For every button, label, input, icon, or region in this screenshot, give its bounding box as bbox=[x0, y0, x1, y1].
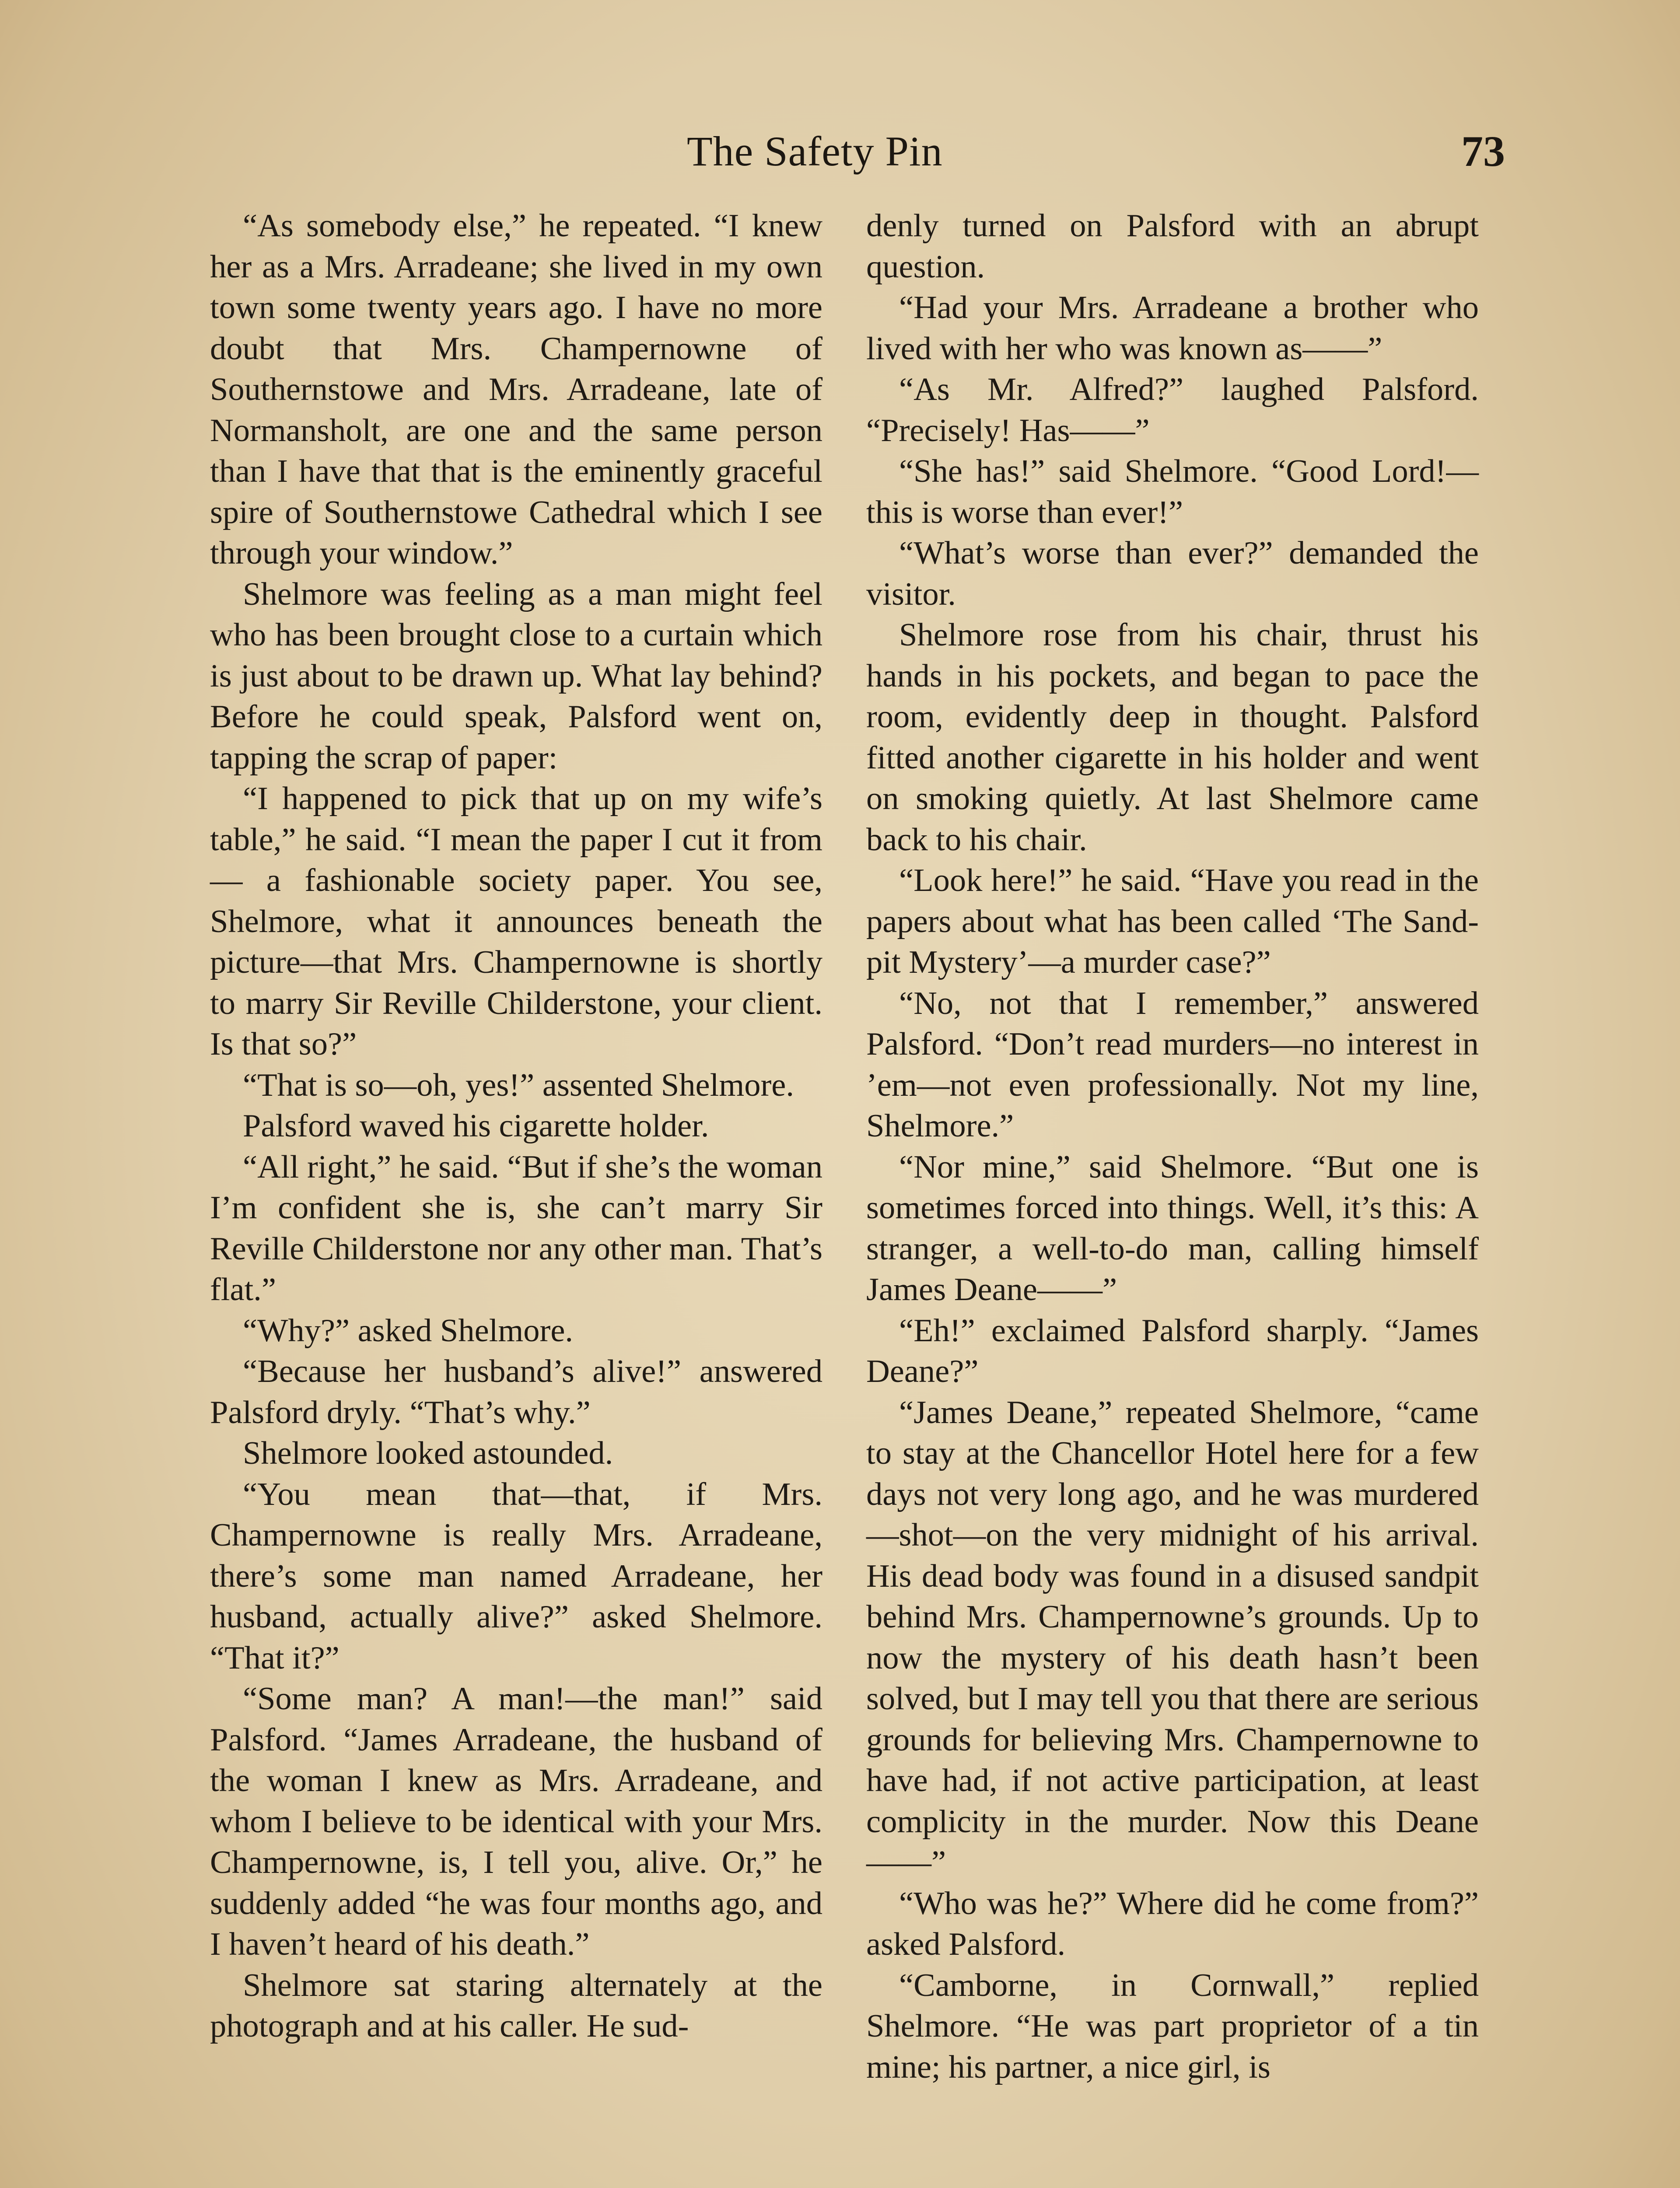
paragraph: “As somebody else,” he repeated. “I knew her as a Mrs. Arradeane; she lived in my own town some twenty years ago. I have no more doubt that Mrs. Champernowne of Southernstowe and Mrs. Arradeane, late of Normansholt, are one and the same person than I have that that is the eminently graceful spire of Southernstowe Cathedral which I see through your window.” bbox=[210, 208, 822, 571]
paragraph: “No, not that I remember,” answered Palsford. “Don’t read murders—no interest in ’em—not even professionally. Not my line, Shelmore.” bbox=[866, 985, 1479, 1144]
paragraph: “Look here!” he said. “Have you read in the papers about what has been called ‘The Sand-pit Mystery’—a murder case?” bbox=[866, 863, 1479, 980]
right-text-column bbox=[866, 206, 1479, 2088]
paragraph: denly turned on Palsford with an abrupt question. bbox=[866, 208, 1479, 285]
paragraph: “Some man? A man!—the man!” said Palsford. “James Arradeane, the husband of the woman I knew as Mrs. Arradeane, and whom I believe to be identical with your Mrs. Champernowne, is, I tell you, alive. Or,” he suddenly added “he was four months ago, and I haven’t heard of his death.” bbox=[210, 1681, 822, 1962]
paragraph: “Nor mine,” said Shelmore. “But one is sometimes forced into things. Well, it’s this: A stranger, a well-to-do man, calling himself James Deane——” bbox=[866, 1149, 1479, 1308]
paragraph: “Who was he?” Where did he come from?” asked Palsford. bbox=[866, 1885, 1479, 1962]
page-number: 73 bbox=[1461, 127, 1505, 175]
paragraph: “All right,” he said. “But if she’s the woman I’m confident she is, she can’t marry Sir Reville Childerstone nor any other man. That’s flat.” bbox=[210, 1149, 822, 1308]
paragraph: “She has!” said Shelmore. “Good Lord!—this is worse than ever!” bbox=[866, 453, 1479, 530]
running-head bbox=[0, 127, 1680, 184]
paragraph: Shelmore was feeling as a man might feel who has been brought close to a curtain which is just about to be drawn up. What lay behind? Before he could speak, Palsford went on, tapping the scrap of paper: bbox=[210, 576, 822, 776]
paragraph: “I happened to pick that up on my wife’s table,” he said. “I mean the paper I cut it from — a fashionable society paper. You see, Shelmore, what it announces beneath the picture—that Mrs. Champernowne is shortly to marry Sir Reville Childerstone, your client. Is that so?” bbox=[210, 781, 822, 1062]
paragraph: “Because her husband’s alive!” answered Palsford dryly. “That’s why.” bbox=[210, 1353, 822, 1431]
paragraph: “James Deane,” repeated Shelmore, “came to stay at the Chancellor Hotel here for a few days not very long ago, and he was murdered—shot—on the very midnight of his arrival. His dead body was found in a disused sandpit behind Mrs. Champernowne’s grounds. Up to now the mystery of his death hasn’t been solved, but I may tell you that there are serious grounds for believing Mrs. Champernowne to have had, if not active participation, at least complicity in the murder. Now this Deane——” bbox=[866, 1394, 1479, 1880]
running-title: The Safety Pin bbox=[687, 128, 943, 175]
paragraph: “Camborne, in Cornwall,” replied Shelmore. “He was part proprietor of a tin mine; his partner, a nice girl, is bbox=[866, 1967, 1479, 2085]
paragraph: “Had your Mrs. Arradeane a brother who lived with her who was known as——” bbox=[866, 290, 1479, 367]
paragraph: “You mean that—that, if Mrs. Champernowne is really Mrs. Arradeane, there’s some man named Arradeane, her husband, actually alive?” asked Shelmore. “That it?” bbox=[210, 1476, 822, 1676]
paragraph: “As Mr. Alfred?” laughed Palsford. “Precisely! Has——” bbox=[866, 372, 1479, 449]
paragraph: Shelmore sat staring alternately at the photograph and at his caller. He sud- bbox=[210, 1967, 822, 2044]
paragraph: “Why?” asked Shelmore. bbox=[243, 1312, 574, 1349]
paragraph: Shelmore looked astounded. bbox=[243, 1435, 613, 1471]
paragraph: Palsford waved his cigarette holder. bbox=[243, 1108, 709, 1144]
paragraph: “What’s worse than ever?” demanded the visitor. bbox=[866, 535, 1479, 612]
left-text-column bbox=[210, 206, 822, 2047]
paragraph: “That is so—oh, yes!” assented Shelmore. bbox=[243, 1067, 794, 1103]
paragraph: “Eh!” exclaimed Palsford sharply. “James Deane?” bbox=[866, 1312, 1479, 1389]
paragraph: Shelmore rose from his chair, thrust his hands in his pockets, and began to pace the room, evidently deep in thought. Palsford fitted another cigarette in his holder and went on smoking quietly. At last Shelmore came back to his chair. bbox=[866, 617, 1479, 858]
